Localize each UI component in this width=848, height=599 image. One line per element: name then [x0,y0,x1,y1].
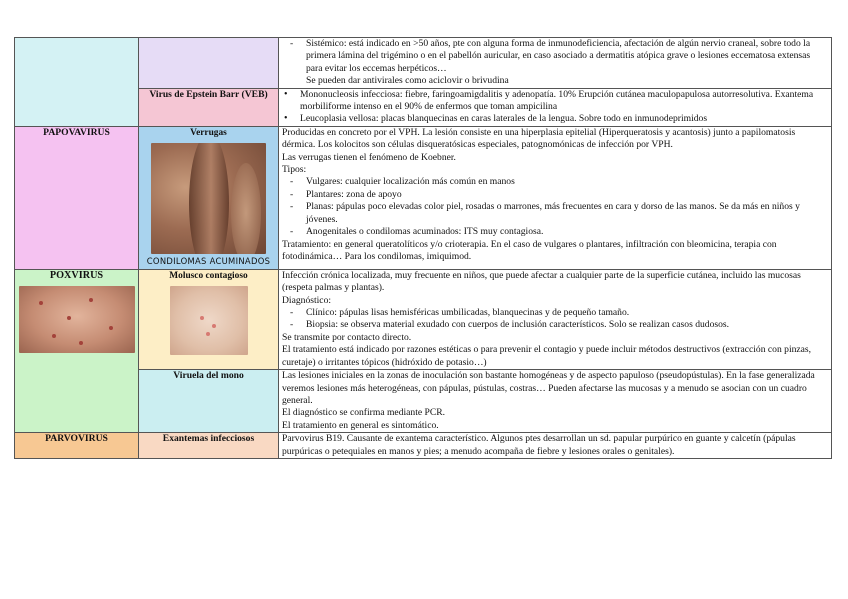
molusco-photo [170,286,248,355]
family-name-poxvirus: POXVIRUS [49,269,104,281]
list-item: - Sistémico: está indicado en >50 años, pte con alguna forma de inmunodeficiencia, afectación de algún nervio craneal, sobre todo la primera lámina del trigémino o en el pabellón auricular, en caso asociado a dermatitis atópica grave o lesiones eccematosa extensas para evitar los eccemas herpéticos… [282,38,828,75]
description-cell-viruela [279,370,832,433]
list-item: • Leucoplasia vellosa: placas blanquecinas en caras laterales de la lengua. Sobre todo en inmunodeprimidos [282,113,828,125]
description-cell-herpes [279,38,832,89]
condilomas-photo [151,143,266,254]
table-row-parvovirus [15,433,832,459]
paragraph: El tratamiento en general es sintomático. [282,419,439,431]
virus-cell-viruela: Viruela del mono [139,370,279,433]
paragraph: Las verrugas tienen el fenómeno de Koebner. [282,151,456,163]
family-cell-parvovirus: PARVOVIRUS [15,433,139,459]
paragraph: Producidas en concreto por el VPH. La lesión consiste en una hiperplasia epitelial (Hiperqueratosis y acantosis) junto a papilomatosis dérmica. Los kolocitos son células disqueratósicas especiales, patognomónicas de infección por VPH. [282,126,796,151]
virus-cell-molusco [139,269,279,369]
list-item: - Planas: pápulas poco elevadas color piel, rosadas o marrones, más frecuentes en cara y dorso de las manos. Se da más en niños y jóvenes. [282,201,828,226]
virus-cell-verrugas [139,126,279,269]
family-cell-papovavirus: PAPOVAVIRUS [15,126,139,269]
paragraph: Tratamiento: en general queratolíticos y/o crioterapia. En el caso de vulgares o plantares, infiltración con bleomicina, terapia con fotodinámica… Para los condilomas, imiquimod. [282,238,777,262]
photo-caption: CONDILOMAS ACUMINADOS [146,255,271,266]
virus-name-verrugas: Verrugas [190,127,227,138]
description-cell-verrugas [279,126,832,269]
list-item: • Mononucleosis infecciosa: fiebre, faringoamigdalitis y adenopatía. 10% Erupción cutánea maculopapulosa autorresolutiva. Exantema morbiliforme intenso en el 90% de enfermos que toman ampicilina [282,89,828,114]
table-row-papovavirus [15,126,832,269]
virus-table [14,37,832,459]
family-cell-poxvirus [15,269,139,432]
list-item: - Vulgares: cualquier localización más común en manos [282,176,828,188]
description-cell-parvovirus: Parvovirus B19. Causante de exantema característico. Algunos ptes desarrollan un sd. papular purpúrico en guante y calcetín (pápulas purpúricas o petequiales en manos y pies; a menudo acompaña de fiebre y lesiones orales o genitales). [279,433,832,459]
list-item: - Anogenitales o condilomas acuminados: ITS muy contagiosa. [282,226,828,238]
virus-cell-exantemas: Exantemas infecciosos [139,433,279,459]
paragraph: Se transmite por contacto directo. [282,331,412,343]
virus-cell-veb: Virus de Epstein Barr (VEB) [139,88,279,126]
list-item: - Clínico: pápulas lisas hemisféricas umbilicadas, blanquecinas y de pequeño tamaño. [282,307,828,319]
paragraph: Infección crónica localizada, muy frecuente en niños, que puede afectar a cualquier parte de la superficie cutánea, incluido las mucosas (respeta palmas y plantas). [282,269,801,294]
antiviral-note: Se pueden dar antivirales como aciclovir o brivudina [306,75,509,87]
poxvirus-photo [19,286,135,353]
family-cell-herpes [15,38,139,127]
types-label: Tipos: [282,164,307,176]
table-row-herpes-continuation [15,38,832,89]
paragraph: El tratamiento está indicado por razones estéticas o para prevenir el contagio y puede incluir métodos destructivos (extracción con pinzas, curetaje) o irritantes tópicos (hidróxido de potasio…) [282,344,812,368]
table-row-molusco [15,269,832,369]
list-item: - Biopsia: se observa material exudado con cuerpos de inclusión característicos. Solo se realizan casos dudosos. [282,319,828,331]
paragraph: Las lesiones iniciales en la zonas de inoculación son bastante homogéneas y de aspecto papuloso (pseudopústulas). En la fase generalizada veremos lesiones más heterogéneas, con pápulas, pústulas, costras… Pueden afectarse las mucosas y a menudo se asocian con un cuadro general. [282,370,815,406]
paragraph: El diagnóstico se confirma mediante PCR. [282,407,446,419]
virus-cell-herpes [139,38,279,89]
description-cell-molusco [279,269,832,369]
virus-name-molusco: Molusco contagioso [169,270,248,281]
description-cell-veb [279,88,832,126]
list-item: - Plantares: zona de apoyo [282,189,828,201]
dx-label: Diagnóstico: [282,294,332,306]
